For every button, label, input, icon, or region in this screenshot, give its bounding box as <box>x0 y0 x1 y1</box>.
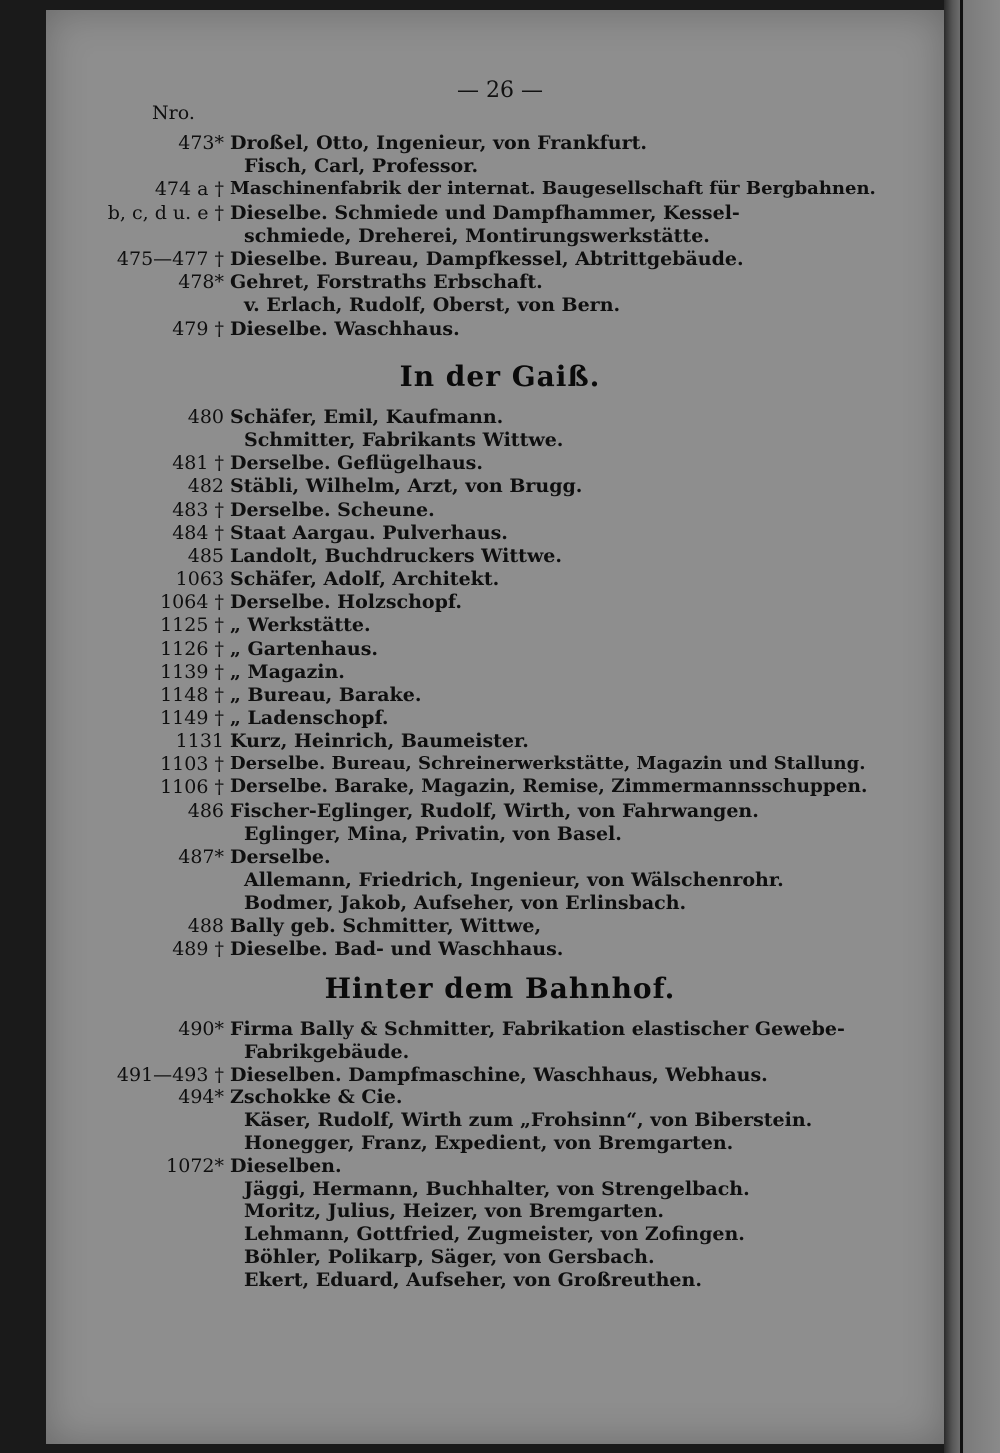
entry-number: 482 <box>187 475 224 498</box>
entry-number: 479 † <box>172 317 224 340</box>
entry-text: Stäbli, Wilhelm, Arzt, von Brugg. <box>230 475 583 498</box>
entry-line <box>0 844 1000 870</box>
entry-number: 489 † <box>172 938 224 961</box>
entry-number: 1106 † <box>160 776 224 799</box>
entry-text: Eglinger, Mina, Privatin, von Basel. <box>244 822 622 845</box>
column-header: Nro. <box>152 102 195 124</box>
entry-number: 1063 <box>175 568 224 591</box>
entry-text: Honegger, Franz, Expedient, von Bremgarten. <box>244 1132 734 1154</box>
entry-text: „ Magazin. <box>230 660 345 683</box>
entry-line <box>0 774 1000 800</box>
entry-text: Dieselbe. Schmiede und Dampfhammer, Kessel- <box>230 201 740 224</box>
page-number: — 26 — <box>457 78 543 103</box>
entry-line <box>0 404 1000 430</box>
entry-number: 1131 <box>175 730 224 753</box>
entry-line <box>0 936 1000 962</box>
entry-text: Dieselbe. Bad- und Waschhaus. <box>230 938 564 961</box>
entry-number: 480 <box>187 406 224 428</box>
entry-text: Bodmer, Jakob, Aufseher, von Erlinsbach. <box>244 892 687 915</box>
entry-line <box>0 130 1000 156</box>
entry-text: Derselbe. Scheune. <box>230 498 435 521</box>
entry-text: Landolt, Buchdruckers Wittwe. <box>230 544 563 567</box>
entry-text: Dieselbe. Waschhaus. <box>230 317 460 340</box>
entry-line <box>0 913 1000 939</box>
entry-number: 474 a † <box>154 178 224 201</box>
entry-line <box>0 543 1000 569</box>
entry-number: 1103 † <box>160 753 224 776</box>
entry-number: 1126 † <box>160 637 224 660</box>
entry-line <box>0 246 1000 272</box>
entry-line <box>0 269 1000 295</box>
entry-line <box>0 473 1000 499</box>
entry-text: Kurz, Heinrich, Baumeister. <box>230 730 529 753</box>
entry-text: „ Bureau, Barake. <box>230 683 422 706</box>
entry-line <box>0 890 1000 916</box>
entry-text: Derselbe. Barake, Magazin, Remise, Zimmermannsschuppen. <box>230 776 868 798</box>
entry-line <box>0 497 1000 523</box>
entry-line <box>0 798 1000 824</box>
entry-number: 1072* <box>166 1154 224 1177</box>
entry-text: Dieselben. Dampfmaschine, Waschhaus, Webhaus. <box>230 1063 768 1086</box>
entry-text: Allemann, Friedrich, Ingenieur, von Wälschenrohr. <box>244 869 784 891</box>
entry-line <box>0 292 1000 318</box>
entry-text: Gehret, Forstraths Erbschaft. <box>230 271 543 294</box>
entry-line <box>0 867 1000 893</box>
entry-line <box>0 1267 1000 1293</box>
entry-line <box>0 427 1000 453</box>
entry-number: 1139 † <box>160 660 224 683</box>
entry-number: 490* <box>178 1018 224 1040</box>
entry-text: Bally geb. Schmitter, Wittwe, <box>230 915 542 938</box>
entry-number: 1148 † <box>160 683 224 706</box>
entry-line <box>0 728 1000 754</box>
entry-line <box>0 682 1000 708</box>
entry-number: 1125 † <box>160 614 224 637</box>
entry-text: Derselbe. Geflügelhaus. <box>230 452 483 475</box>
entry-number: 488 <box>187 915 224 938</box>
entry-text: Dieselbe. Bureau, Dampfkessel, Abtrittgebäude. <box>230 248 744 270</box>
entry-line <box>0 223 1000 249</box>
entry-text: Staat Aargau. Pulverhaus. <box>230 521 508 544</box>
entry-line <box>0 821 1000 847</box>
entry-text: schmiede, Dreherei, Montirungswerkstätte. <box>244 224 710 247</box>
entry-line <box>0 450 1000 476</box>
entry-number: 475—477 † <box>116 248 224 270</box>
entry-line <box>0 751 1000 777</box>
entry-line <box>0 153 1000 179</box>
entry-text: Jäggi, Hermann, Buchhalter, von Strengelbach. <box>244 1177 750 1200</box>
entry-number: 1149 † <box>160 706 224 729</box>
entry-line <box>0 589 1000 615</box>
entry-text: „ Ladenschopf. <box>230 706 389 729</box>
entry-text: Schäfer, Adolf, Architekt. <box>230 568 500 591</box>
entry-line <box>0 659 1000 685</box>
entry-number: 494* <box>178 1086 224 1109</box>
entry-text: Moritz, Julius, Heizer, von Bremgarten. <box>244 1200 665 1223</box>
entry-text: Droßel, Otto, Ingenieur, von Frankfurt. <box>230 132 647 154</box>
entry-text: Lehmann, Gottfried, Zugmeister, von Zofingen. <box>244 1223 745 1246</box>
entry-number: 485 <box>187 544 224 567</box>
entry-text: „ Gartenhaus. <box>230 637 379 660</box>
section-heading-gaiss: In der Gaiß. <box>399 360 601 393</box>
entry-text: v. Erlach, Rudolf, Oberst, von Bern. <box>244 294 621 317</box>
entry-text: Fisch, Carl, Professor. <box>244 155 479 178</box>
entry-text: „ Werkstätte. <box>230 614 371 637</box>
entry-text: Ekert, Eduard, Aufseher, von Großreuthen. <box>244 1268 702 1291</box>
entry-text: Käser, Rudolf, Wirth zum „Frohsinn“, von Biberstein. <box>244 1109 813 1132</box>
entry-text: Böhler, Polikarp, Säger, von Gersbach. <box>244 1246 655 1268</box>
section-heading-bahnhof: Hinter dem Bahnhof. <box>324 972 676 1005</box>
entry-text: Schäfer, Emil, Kaufmann. <box>230 406 504 428</box>
entry-text: Derselbe. Holzschopf. <box>230 591 462 614</box>
entry-number: 1064 † <box>160 591 224 614</box>
entry-text: Dieselben. <box>230 1154 342 1177</box>
entry-text: Fabrikgebäude. <box>244 1040 410 1063</box>
entry-line <box>0 612 1000 638</box>
entry-number: 486 <box>187 799 224 822</box>
entry-number: 487* <box>178 845 224 868</box>
entry-text: Derselbe. Bureau, Schreinerwerkstätte, Magazin und Stallung. <box>230 753 866 775</box>
entry-text: Fischer-Eglinger, Rudolf, Wirth, von Fahrwangen. <box>230 799 759 822</box>
entry-text: Zschokke & Cie. <box>230 1086 403 1109</box>
entry-number: b, c, d u. e † <box>107 201 224 224</box>
entry-line <box>0 705 1000 731</box>
entry-line <box>0 176 1000 202</box>
entry-text: Derselbe. <box>230 845 331 868</box>
entry-number: 481 † <box>172 452 224 475</box>
entry-text: Schmitter, Fabrikants Wittwe. <box>244 429 564 452</box>
entry-line <box>0 200 1000 226</box>
entry-line <box>0 520 1000 546</box>
entry-line <box>0 316 1000 342</box>
entry-number: 478* <box>178 271 224 294</box>
entry-number: 473* <box>178 132 224 154</box>
entry-text: Firma Bally & Schmitter, Fabrikation elastischer Gewebe- <box>230 1018 845 1040</box>
entry-number: 484 † <box>172 521 224 544</box>
entry-number: 491—493 † <box>116 1063 224 1086</box>
entry-number: 483 † <box>172 498 224 521</box>
entry-line <box>0 566 1000 592</box>
entry-line <box>0 636 1000 662</box>
entry-text: Maschinenfabrik der internat. Baugesellschaft für Bergbahnen. <box>230 178 876 200</box>
